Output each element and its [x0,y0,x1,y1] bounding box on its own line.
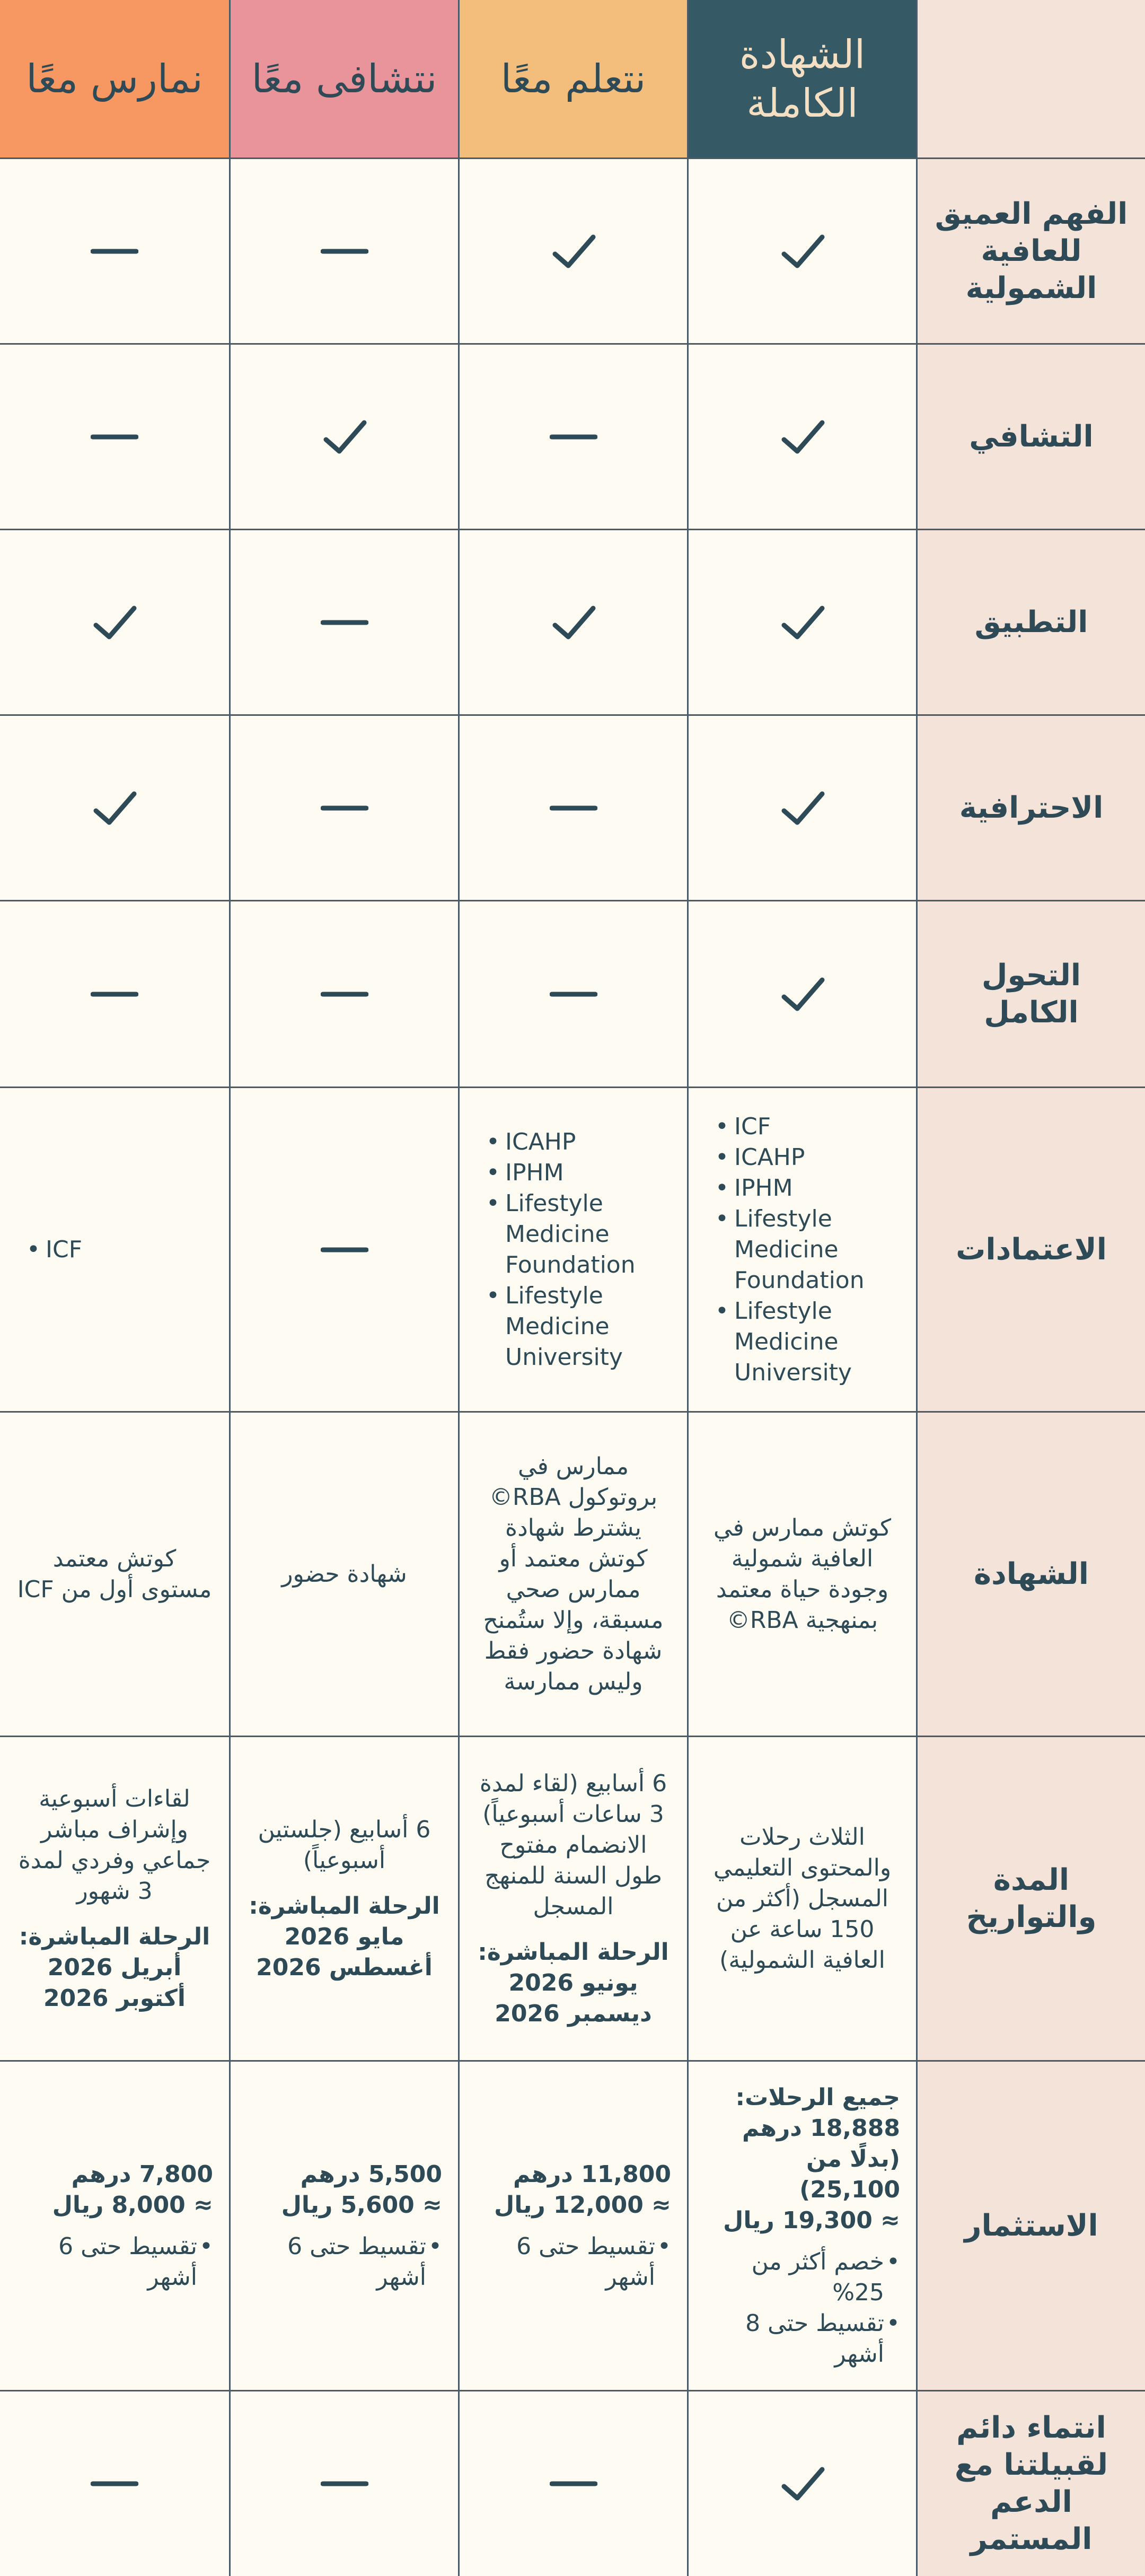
investment-notes [16,2231,213,2293]
investment-block [0,2159,229,2293]
row-label: انتماء دائم لقبيلتنا مع الدعم المستمر [916,2391,1145,2576]
cell-duration-full [687,1737,916,2062]
cell-investment-learn [458,2062,687,2391]
cell-mark [229,530,458,716]
row-label: الشهادة [916,1413,1145,1737]
header-label: نتشافى معًا [251,56,437,102]
row-investment [0,2062,1145,2391]
row-label: التشافي [916,345,1145,530]
live-journey-date: يونيو 2026 [508,1969,638,1996]
dash-icon [321,2460,368,2508]
live-journey-title: الرحلة المباشرة: [249,1892,440,1920]
investment-block [460,2159,687,2293]
cell-mark [458,901,687,1088]
list-item: • تقسيط حتى 6 أشهر [246,2231,442,2293]
live-journey-title: الرحلة المباشرة: [478,1938,669,1966]
check-icon [779,599,826,646]
dash-icon [550,784,597,832]
accreditation-list [0,1234,229,1265]
list-item: • تقسيط حتى 8 أشهر [704,2308,900,2370]
cell-mark [0,2391,229,2576]
cell-mark [458,345,687,530]
list-item: • Lifestyle Medicine University [486,1281,687,1373]
cell-mark [458,159,687,345]
cell-mark [0,159,229,345]
cell-mark [229,345,458,530]
live-journey-date: أغسطس 2026 [256,1953,433,1981]
list-item: • ICF [715,1111,916,1142]
row-certificate [0,1413,1145,1737]
row-label: التحول الكامل [916,901,1145,1088]
row-healing [0,345,1145,530]
check-icon [550,227,597,275]
list-item: • Lifestyle Medicine University [715,1296,916,1388]
cell-accreditations-full [687,1088,916,1413]
cell-certificate-full [687,1413,916,1737]
investment-block [231,2159,458,2293]
price-line: جميع الرحلات: [735,2083,900,2111]
cell-duration-practice [0,1737,229,2062]
dash-icon [321,1226,368,1274]
duration-text: الثلاث رحلات والمحتوى التعليمي المسجل (أكثر من 150 ساعة عن العافية الشمولية) [713,1823,892,1974]
investment-notes [704,2247,900,2370]
list-item: • ICAHP [715,1142,916,1173]
row-label: المدة والتواريخ [916,1737,1145,2062]
dash-icon [91,2460,138,2508]
check-icon [779,970,826,1018]
dash-icon [91,970,138,1018]
row-professionalism [0,716,1145,901]
live-journey-date: أبريل 2026 [47,1953,182,1981]
cell-mark [0,530,229,716]
check-icon [321,413,368,461]
dash-icon [321,784,368,832]
investment-block [689,2082,916,2370]
cell-accreditations-learn [458,1088,687,1413]
check-icon [779,2460,826,2508]
cell-mark [687,530,916,716]
row-belonging [0,2391,1145,2576]
accreditation-list [460,1127,687,1373]
cell-certificate-learn [458,1413,687,1737]
dash-icon [550,970,597,1018]
duration-text: لقاءات أسبوعية وإشراف مباشر جماعي وفردي لمدة 3 شهور [18,1785,211,1905]
list-item: • ICF [27,1234,229,1265]
duration-block [0,1784,229,2014]
header-learn-together [458,0,687,159]
cell-duration-heal [229,1737,458,2062]
row-label: الاستثمار [916,2062,1145,2391]
certificate-text: كوتش ممارس في العافية شمولية وجودة حياة معتمد بمنهجية RBA© [713,1514,892,1634]
price-line: 11,800 درهم [513,2160,671,2188]
investment-notes [475,2231,671,2293]
price-line: ≈ 19,300 ريال [723,2206,900,2234]
check-icon [550,599,597,646]
dash-icon [550,413,597,461]
header-heal-together [229,0,458,159]
row-label: الاعتمادات [916,1088,1145,1413]
cell-mark [0,901,229,1088]
price-line: (بدلًا من 25,100) [799,2145,900,2203]
cell-mark [458,530,687,716]
accreditation-list [689,1111,916,1388]
header-practice-together [0,0,229,159]
header-corner [916,0,1145,159]
cell-accreditations-practice [0,1088,229,1413]
cell-mark [229,159,458,345]
dash-icon [550,2460,597,2508]
header-label: نمارس معًا [26,56,203,102]
certificate-text: شهادة حضور [281,1560,407,1588]
check-icon [779,227,826,275]
cell-mark [229,2391,458,2576]
cell-mark [687,901,916,1088]
check-icon [91,784,138,832]
header-row [0,0,1145,159]
live-journey-date: ديسمبر 2026 [495,2000,652,2027]
cell-mark [0,716,229,901]
check-icon [91,599,138,646]
cell-accreditations-heal [229,1088,458,1413]
live-journey-title: الرحلة المباشرة: [19,1923,210,1950]
cell-mark [458,716,687,901]
duration-text: 6 أسابيع (جلستين أسبوعياً) [258,1816,431,1874]
check-icon [779,413,826,461]
check-icon [779,784,826,832]
row-deep-understanding [0,159,1145,345]
list-item: • ICAHP [486,1127,687,1158]
row-accreditations [0,1088,1145,1413]
list-item: • IPHM [715,1173,916,1204]
list-item: • IPHM [486,1158,687,1188]
row-application [0,530,1145,716]
list-item: • تقسيط حتى 6 أشهر [16,2231,213,2293]
row-transformation [0,901,1145,1088]
cell-mark [229,716,458,901]
dash-icon [91,413,138,461]
row-label: التطبيق [916,530,1145,716]
list-item: • خصم أكثر من 25% [704,2247,900,2308]
price-line: ≈ 12,000 ريال [494,2191,671,2219]
list-item: • Lifestyle Medicine Foundation [486,1188,687,1281]
cell-mark [687,345,916,530]
list-item: • Lifestyle Medicine Foundation [715,1204,916,1296]
header-full-certificate [687,0,916,159]
cell-certificate-practice [0,1413,229,1737]
price-line: 7,800 درهم [71,2160,213,2188]
duration-text: 6 أسابيع (لقاء لمدة 3 ساعات أسبوعياً) الانضمام مفتوح طول السنة للمنهج المسجل [479,1769,667,1920]
certificate-text: كوتش معتمد مستوى أول من ICF [17,1545,212,1603]
dash-icon [321,970,368,1018]
cell-mark [687,716,916,901]
row-label: الاحترافية [916,716,1145,901]
dash-icon [321,599,368,646]
dash-icon [91,227,138,275]
list-item: • تقسيط حتى 6 أشهر [475,2231,671,2293]
row-label: الفهم العميق للعافية الشمولية [916,159,1145,345]
row-duration [0,1737,1145,2062]
price-line: 18,888 درهم [742,2114,900,2142]
cell-investment-practice [0,2062,229,2391]
cell-mark [0,345,229,530]
duration-block [231,1815,458,1983]
investment-notes [246,2231,442,2293]
cell-mark [229,901,458,1088]
cell-mark [687,159,916,345]
certificate-text: ممارس في بروتوكول RBA© يشترط شهادة كوتش معتمد أو ممارس صحي مسبقة، وإلا ستُمنح شهادة حضور فقط وليس ممارسة [483,1452,664,1695]
live-journey-date: أكتوبر 2026 [43,1984,186,2012]
header-label: نتعلم معًا [500,56,646,102]
live-journey-date: مايو 2026 [284,1923,404,1950]
cell-certificate-heal [229,1413,458,1737]
price-line: ≈ 8,000 ريال [52,2191,213,2219]
price-line: 5,500 درهم [300,2160,442,2188]
cell-duration-learn [458,1737,687,2062]
header-label: الشهادة الكاملة [739,31,866,126]
cell-investment-heal [229,2062,458,2391]
cell-mark [458,2391,687,2576]
duration-block [460,1768,687,2029]
price-line: ≈ 5,600 ريال [281,2191,442,2219]
cell-investment-full [687,2062,916,2391]
cell-mark [687,2391,916,2576]
dash-icon [321,227,368,275]
